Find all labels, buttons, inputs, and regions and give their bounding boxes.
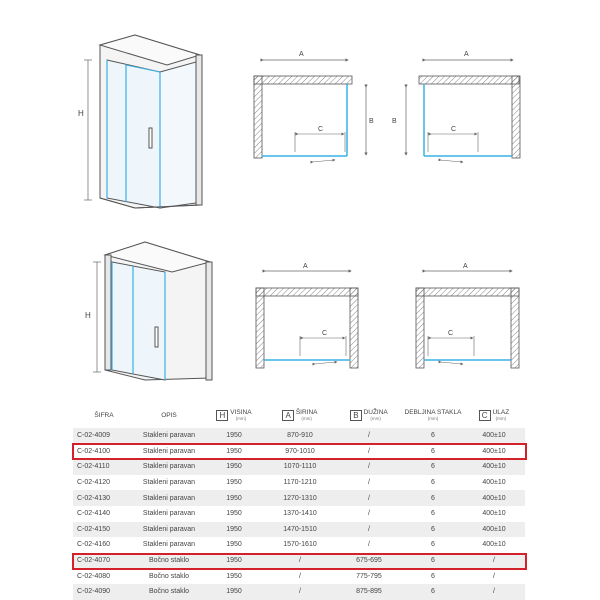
cell-length: / (368, 479, 370, 487)
cell-description: Stakleni paravan (142, 510, 196, 518)
cell-code: C-02-4009 (77, 432, 111, 440)
cell-height: 1950 (226, 572, 242, 580)
table-header-row (73, 402, 525, 428)
cell-description: Stakleni paravan (142, 541, 196, 549)
cell-entrance: 400±10 (482, 525, 506, 533)
width-label-4: A (463, 263, 468, 270)
cell-height: 1950 (226, 541, 242, 549)
cell-height: 1950 (226, 525, 242, 533)
cell-height: 1950 (226, 588, 242, 596)
cell-entrance: / (493, 557, 495, 565)
cell-description: Bočno staklo (148, 572, 190, 580)
cell-glass: 6 (431, 479, 435, 487)
cell-length: / (368, 447, 370, 455)
cell-code: C-02-4140 (77, 510, 111, 518)
width-icon: A (282, 410, 293, 421)
cell-glass: 6 (431, 557, 435, 565)
cell-width: 1170-1210 (283, 479, 317, 487)
cell-height: 1950 (226, 479, 242, 487)
cell-glass: 6 (431, 432, 435, 440)
height-dimension-1 (78, 60, 92, 200)
table-row (73, 475, 525, 491)
cell-description: Stakleni paravan (142, 447, 196, 455)
cell-entrance: 400±10 (482, 463, 506, 471)
cell-entrance: / (493, 572, 495, 580)
col-width: A ŠIRINA (mm) (265, 402, 335, 428)
cell-description: Bočno staklo (148, 557, 190, 565)
enclosure-corner-3d (100, 35, 202, 208)
entrance-label-1: C (318, 126, 324, 133)
cell-height: 1950 (226, 494, 242, 502)
plan-view-4 (416, 263, 519, 368)
cell-length: / (368, 463, 370, 471)
cell-entrance: 400±10 (482, 541, 506, 549)
cell-length: 875-895 (356, 588, 382, 596)
cell-height: 1950 (226, 432, 242, 440)
col-height: H VISINA (mm) (203, 402, 265, 428)
cell-code: C-02-4130 (77, 494, 111, 502)
specification-table (73, 402, 525, 600)
cell-width: 1470-1510 (283, 525, 317, 533)
cell-entrance: 400±10 (482, 447, 506, 455)
height-icon: H (216, 410, 228, 421)
col-length: B DUŽINA (mm) (335, 402, 403, 428)
cell-description: Stakleni paravan (142, 525, 196, 533)
table-row (73, 537, 525, 553)
cell-code: C-02-4090 (77, 588, 111, 596)
cell-description: Stakleni paravan (142, 479, 196, 487)
table-row (73, 506, 525, 522)
cell-description: Bočno staklo (148, 588, 190, 596)
cell-width: 1370-1410 (283, 510, 317, 518)
cell-description: Stakleni paravan (142, 432, 196, 440)
entrance-label-3: C (322, 330, 328, 337)
plan-view-1 (254, 51, 374, 162)
cell-code: C-02-4070 (77, 557, 111, 565)
col-code: ŠIFRA (94, 411, 114, 419)
cell-code: C-02-4150 (77, 525, 111, 533)
table-row (73, 459, 525, 475)
cell-glass: 6 (431, 572, 435, 580)
cell-length: / (368, 510, 370, 518)
cell-height: 1950 (226, 510, 242, 518)
cell-glass: 6 (431, 447, 435, 455)
cell-entrance: / (493, 588, 495, 596)
cell-width: / (299, 572, 301, 580)
cell-glass: 6 (431, 510, 435, 518)
depth-label-1: B (369, 118, 374, 125)
cell-width: 1270-1310 (283, 494, 317, 502)
table-row (73, 553, 525, 569)
cell-glass: 6 (431, 463, 435, 471)
cell-entrance: 400±10 (482, 432, 506, 440)
cell-description: Stakleni paravan (142, 494, 196, 502)
entrance-label-4: C (448, 330, 454, 337)
cell-width: 870-910 (287, 432, 313, 440)
cell-entrance: 400±10 (482, 494, 506, 502)
cell-glass: 6 (431, 525, 435, 533)
cell-description: Stakleni paravan (142, 463, 196, 471)
cell-glass: 6 (431, 494, 435, 502)
width-label-2: A (464, 51, 469, 58)
table-row (73, 584, 525, 600)
length-icon: B (350, 410, 361, 421)
cell-height: 1950 (226, 557, 242, 565)
table-row (73, 428, 525, 444)
col-entrance: C ULAZ (mm) (463, 402, 525, 428)
cell-entrance: 400±10 (482, 479, 506, 487)
cell-length: / (368, 432, 370, 440)
table-row (73, 490, 525, 506)
entrance-label-2: C (451, 126, 457, 133)
cell-width: 1570-1610 (283, 541, 317, 549)
table-row (73, 522, 525, 538)
cell-height: 1950 (226, 463, 242, 471)
width-label-1: A (299, 51, 304, 58)
entrance-icon: C (479, 410, 491, 421)
table-row (73, 568, 525, 584)
table-row (73, 444, 525, 460)
col-description: OPIS (161, 411, 177, 419)
cell-code: C-02-4160 (77, 541, 111, 549)
cell-code: C-02-4120 (77, 479, 111, 487)
cell-glass: 6 (431, 541, 435, 549)
depth-label-2: B (392, 118, 397, 125)
plan-view-3 (256, 263, 358, 368)
cell-code: C-02-4080 (77, 572, 111, 580)
cell-height: 1950 (226, 447, 242, 455)
plan-view-2 (392, 51, 520, 162)
cell-width: / (299, 588, 301, 596)
height-dimension-2 (85, 262, 101, 372)
cell-code: C-02-4110 (77, 463, 110, 471)
cell-glass: 6 (431, 588, 435, 596)
cell-length: / (368, 541, 370, 549)
cell-width: / (299, 557, 301, 565)
cell-length: / (368, 494, 370, 502)
cell-length: 675-695 (356, 557, 382, 565)
width-label-3: A (303, 263, 308, 270)
cell-entrance: 400±10 (482, 510, 506, 518)
cell-code: C-02-4100 (77, 447, 111, 455)
enclosure-niche-3d (105, 242, 212, 380)
cell-length: 775-795 (356, 572, 382, 580)
col-glass: DEBLJINA STAKLA (mm) (404, 409, 462, 421)
height-label-1: H (78, 109, 84, 118)
table-body (73, 428, 525, 600)
height-label-2: H (85, 311, 91, 320)
cell-width: 970-1010 (285, 447, 315, 455)
cell-width: 1070-1110 (283, 463, 317, 471)
cell-length: / (368, 525, 370, 533)
